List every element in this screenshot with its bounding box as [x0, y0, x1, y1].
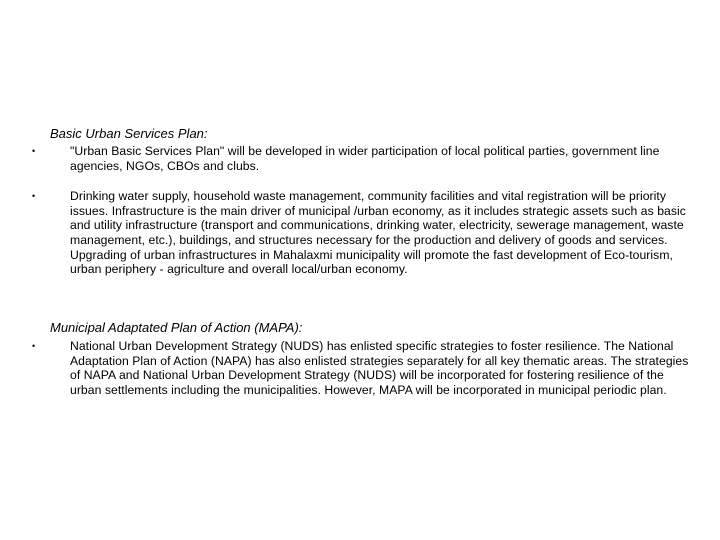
list-item-text: Drinking water supply, household waste management, community facilities and vital registration will be priority issues. Infrastructure is the main driver of municipal /urban economy, as it includes strategic assets such as basic and utility infrastructure (transport and communications, drinking water, electricity, sewerage management, waste management, etc.), buildings, and structures necessary for the production and delivery of goods and services. Upgrading of urban infrastructures in Mahalaxmi municipality will promote the fast development of Eco-tourism, urban periphery - agriculture and overall local/urban economy. — [70, 189, 686, 277]
bullet-icon: • — [32, 146, 36, 156]
bullet-icon: • — [32, 191, 36, 202]
section-heading: Municipal Adaptated Plan of Action (MAPA): — [50, 320, 303, 335]
section-heading: Basic Urban Services Plan: — [50, 126, 208, 141]
bullet-icon: • — [32, 341, 36, 351]
list-item-text: National Urban Development Strategy (NUDS) has enlisted specific strategies to foster resilience. The National Adaptation Plan of Action (NAPA) has also enlisted strategies separately for all key thematic areas. The strategies of NAPA and National Urban Development Strategy (NUDS) will be incorporated for fostering resilience of the urban settlements including the municipalities. However, MAPA will be incorporated in municipal periodic plan. — [70, 339, 689, 397]
list-item — [32, 144, 692, 173]
basic-urban-services-section — [0, 126, 720, 277]
list-item — [32, 339, 692, 397]
list-item — [32, 189, 692, 277]
mapa-section — [0, 320, 720, 397]
list-item-text: "Urban Basic Services Plan" will be developed in wider participation of local political parties, government line agencies, NGOs, CBOs and clubs. — [70, 144, 660, 173]
